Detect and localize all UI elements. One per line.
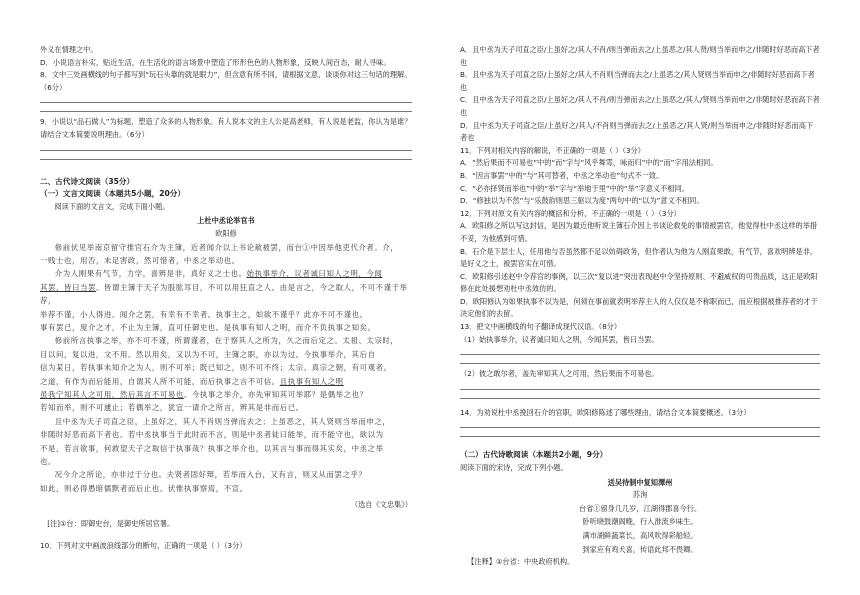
section-heading: （二）古代诗歌阅读（本题共2小题，9分） (460, 450, 608, 460)
instruction: 阅读下面的宋诗，完成下列小题。 (460, 463, 568, 473)
passage-line: 事有罢已，度介之才，不止为主簿，直可任御史也。是执事有知人之明，而介不负执事之知矣。 (40, 322, 376, 332)
passage-line: 如此，则必得愚暗儒默者而后止也。伏惟执事察焉，不宣。 (40, 483, 248, 493)
poem-body (460, 502, 820, 556)
text-line: 外义在情理之中。 (40, 45, 98, 54)
passage-line: 虽我宁知其人之可用，然后其言不可易也。今执事之举介，亦先审知其可举耶？是偶举之也？ (40, 390, 368, 399)
passage-line: 信为某日，若执事未知介之为人，则不可举；既已知之，则不可不终；太宗、真宗之朝，有可观者。 (40, 363, 392, 373)
right-column (460, 0, 820, 569)
passage-line: 非随时好恶而高下者也。若中丞执事当于此时而不言，则是中丞者徒曰能举，而不能守也，欲以为 (40, 430, 384, 440)
option-c: C．“必亦择贤而举也”中的“举”字与“举地于里”中的“举”字意义不相同。 (460, 183, 689, 193)
option-c: C．且中丞为天子司直之臣/上虽好之/其人不肖/则当弹而去之/上虽恶之/其人/贤则当举而申之/非随时好恶而高下者也 (460, 95, 820, 117)
passage-line: 之道，有作为而后能用，自谓其人所不可能，而后执事之言不可信。且执事有知人之明 (40, 376, 344, 386)
option-d: D．欧阳修认为如果执事不以为是，何须在事前就表明举荐主人的人仅仅是不称职而已，而应根据被推荐者的才干决定他们的去留。 (460, 296, 818, 319)
question-9: 9．小说以“品石做人”为标题，塑造了众多的人物形象。有人说本文的主人公是高老师，有人说是老监，你认为是谁？请结合文本简要说明理由。（6分） (40, 117, 412, 139)
poem-note: 【注释】①台省：中央政府机构。 (467, 557, 575, 567)
question-13: 13．把文中画横线的句子翻译成现代汉语。（8分） (460, 322, 622, 332)
option-d: D．“修独以为不然”与“乐鼓韵则思三驱以为度”两句中的“以为”意义不相同。 (460, 196, 704, 206)
option-b: B．石介是下层士人，任用他与否虽然都不足以妨碍政务，但作者认为他为人刚直果敢，有气节，喜欢明辨是非，是好义之士，被罢官实在可惜。 (460, 246, 818, 269)
option-d: D．小说语言朴实，贴近生活，在生活化的语言场景中塑造了形形色色的人物形象，反映人间百态，耐人寻味。 (40, 57, 391, 67)
option-a: A．且中丞为天子司直之臣/上虽好之/其人不肖/则当弹而去之/上虽恶之/其人贤/则当举而申之/非随时好恶而高下者也 (460, 45, 820, 67)
question-11: 11．下列对相关内容的解说，不正确的一项是（ ）（3分） (460, 145, 645, 155)
subsection-heading: （一）文言文阅读（本题共5小题，20分） (40, 189, 185, 199)
question-12: 12．下列对原文有关内容的概括和分析，不正确的一项是（ ）（3分） (460, 208, 681, 218)
instruction: 阅读下面的文言文，完成下面小题。 (54, 201, 170, 211)
answer-line[interactable] (460, 427, 820, 428)
passage-line: 举荐不谨，小人得进。闻介之罢，有幸有不幸者。执事主之，如欲不谨乎？此亦不可不谨也。 (40, 309, 368, 319)
passage-line: 其罢，皆曰当罢。皆谓主簿于天子为股肱耳目，不可以用狂直之人。由是言之，今之取人，不可不谨于举荐， (40, 282, 408, 306)
passage-title: 上杜中丞论举官书 (197, 216, 255, 226)
underlined-sentence: 始执事举介，议者诚曰知人之明，今闻 (246, 269, 383, 279)
question-8: 8．文中三处画横线的句子都写到“玩石头靠的就是眼力”，但含意有所不同，请根据文意，谈谈你对这三句话的理解。（6分） (40, 70, 412, 92)
passage-line: 介为人刚果有气节，力学，喜辨是非，真好义之士也。始执事举介，议者诚曰知人之明，今闻 (54, 269, 383, 279)
poem-author: 苏洵 (632, 490, 648, 500)
section-heading: 二、古代诗文阅读（35分） (40, 176, 135, 186)
passage-body (40, 241, 412, 496)
passage-line: 目以问，复以进，文不用。然以用矣，又以为不可，主簿之职，亦以为过。今执事举介，其后自 (40, 349, 376, 359)
question-14: 14．为劝说杜中丞挽回石介的官职，欧阳修陈述了哪些理由，请结合文本简要概述。（3分） (460, 407, 751, 417)
underlined-sentence: 其罢，皆曰当罢 (40, 282, 96, 292)
left-column (40, 0, 412, 553)
question-13-part-2: （2）彼之敢尔者，盖先审知其人之可用，然后果而不可易也。 (460, 369, 659, 379)
passage-line: 修前所言执事之举，亦不可不谨，所谓谨者，在于察其人之所为，久之而后定之。太祖、太宗时， (54, 336, 399, 346)
passage-line: 况今介之所论，亦非过于分也。夫贤者固好辩，若举而入台，又有言，则又从而罢之乎？ (54, 470, 367, 480)
question-13-part-1: （1）始执事举介，议者诚曰知人之明，今闻其罢，皆曰当罢。 (460, 334, 659, 344)
passage-line: 不是，若言欲事，何救望天子之取信于执事哉？执事之举介也，以其言与事而得其实矣，中丞之举 (40, 443, 384, 453)
passage-line: 修前伏见举南京留守推官石介为主簿，近者闻介以上书论赦被罢，而台①中因举他吏代介者。介， (54, 242, 399, 252)
answer-line[interactable] (460, 389, 820, 390)
option-a: A．欧阳修之所以写这封信，是因为最近他听说主簿石介因上书谈论救免的事情被罢官，他觉得杜中丞这样的举措不妥，为他感到可惜。 (460, 221, 818, 243)
poem-title: 送吴待制中复知潭州 (607, 477, 673, 487)
passage-line: 也。 (40, 457, 56, 467)
answer-line[interactable] (40, 150, 412, 151)
question-10: 10．下列对文中画波浪线部分的断句，正确的一项是（ ）（3分） (40, 541, 247, 551)
passage-line: 一贱士也，用否，未足害政，然可惜者，中丞之举动也。 (40, 255, 240, 265)
underlined-sentence: 虽我宁知其人之可用，然后其言不可易也 (40, 390, 184, 399)
passage-note: [注]①台：即御史台，是御史所居官署。 (47, 518, 175, 528)
option-b: B．且中丞为天子司直之臣/上虽好之/其人不肖则当弹而去之/上虽恶之/其人贤则当举而申之/非随时好恶而高下者也 (460, 70, 815, 92)
poem-line: 满市湖鲜蔬菜长，高风吹得彩船轻。 (582, 531, 698, 540)
answer-line[interactable] (40, 102, 412, 103)
passage-author: 欧阳修 (215, 228, 237, 238)
poem-line: 到家应有鸡犬喜，传语此邦不畏卿。 (582, 544, 698, 554)
passage-source: （选自《文忠集》） (350, 500, 412, 510)
underlined-sentence: 且执事有知人之明 (279, 376, 344, 386)
answer-line[interactable] (460, 354, 820, 355)
passage-line: 若知而举，则不可遽止；若偶举之，犹宜一请介之所言，辨其是非而后已。 (40, 403, 304, 413)
option-b: B．“因言事罢”中的“与”其可替者，中丞之举动也”句式不一致。 (460, 170, 664, 180)
option-c: C．欧阳修引述赵中令荐官的事例，以三次“复以进”突出表现赵中令坚持原则、不避威权的可贵品质，这正是欧阳修在此处援想劝杜中丞效仿的。 (460, 271, 818, 294)
option-a: A．“然后果而不可易也”中的“而”字与“风乎舞雩，咏而归”中的“而”字用法相同。 (460, 158, 718, 168)
option-d: D．且中丞为天子司直之臣/上虽好之/其人/不肖则当弹而去之/上虽恶之/其人贤/则当举而申之/非随时好恶而高下者也 (460, 120, 814, 143)
poem-line: 卧听晓鼓潮阁晚，行入淮流乡味生。 (582, 517, 698, 527)
passage-line: 且中丞为天子司直之臣，上虽好之，其人不肖则当弹而去之；上虽恶之，其人贤则当举而申之， (54, 416, 391, 426)
poem-line: 台省①留身几几岁，江湖得郡喜今行。 (578, 503, 702, 513)
